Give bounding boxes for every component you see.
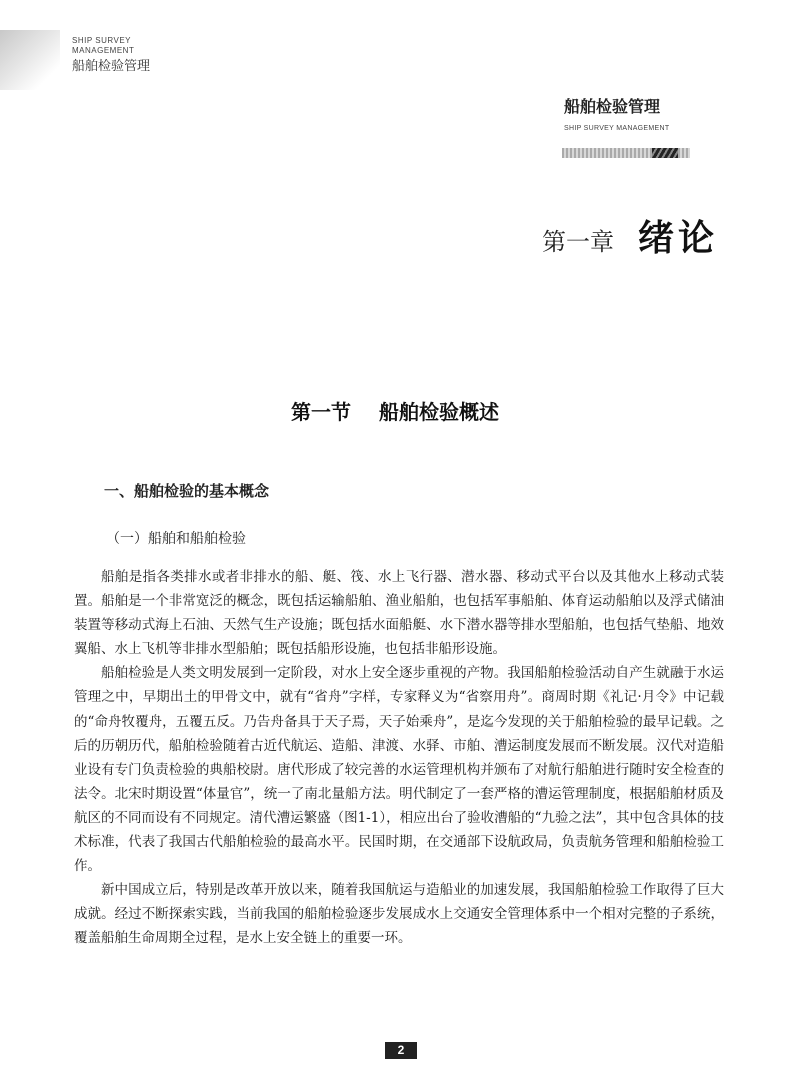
decorative-slant-stripes [652, 148, 678, 158]
body-text [74, 565, 724, 951]
subheading-level2: （一）船舶和船舶检验 [106, 531, 246, 547]
paragraph: 船舶是指各类排水或者非排水的船、艇、筏、水上飞行器、潜水器、移动式平台以及其他水上移动式装置。船舶是一个非常宽泛的概念，既包括运输船舶、渔业船舶，也包括军事船舶、体育运动船舶以及浮式储油装置等移动式海上石油、天然气生产设施；既包括水面船艇、水下潜水器等排水型船舶，也包括气垫船、地效翼船、水上飞机等非排水型船舶；既包括船形设施，也包括非船形设施。 [74, 569, 724, 658]
paragraph: 新中国成立后，特别是改革开放以来，随着我国航运与造船业的加速发展，我国船舶检验工作取得了巨大成就。经过不断探索实践，当前我国的船舶检验逐步发展成水上交通安全管理体系中一个相对完整的子系统，覆盖船舶生命周期全过程，是水上安全链上的重要一环。 [74, 882, 724, 947]
book-title-en: SHIP SURVEY MANAGEMENT [564, 125, 670, 132]
section-heading [0, 396, 790, 425]
book-title-cn: 船舶检验管理 [564, 97, 661, 116]
running-head-en-line2: MANAGEMENT [72, 46, 135, 55]
section-number: 第一节 [291, 400, 351, 424]
chapter-label: 第一章 [541, 228, 614, 256]
chapter-heading [542, 210, 718, 261]
subheading-level1: 一、船舶检验的基本概念 [104, 482, 270, 500]
running-head-cn: 船舶检验管理 [72, 59, 151, 74]
decorative-stripe-bar [562, 148, 690, 158]
chapter-title: 绪论 [637, 217, 718, 259]
page-number: 2 [385, 1042, 417, 1059]
running-head [72, 36, 150, 73]
corner-shade-decoration [0, 30, 60, 90]
running-head-en-line1: SHIP SURVEY [72, 36, 132, 45]
section-title: 船舶检验概述 [379, 400, 499, 424]
paragraph: 船舶检验是人类文明发展到一定阶段，对水上安全逐步重视的产物。我国船舶检验活动自产生就融于水运管理之中，早期出土的甲骨文中，就有“省舟”字样，专家释义为“省察用舟”。商周时期《礼记·月令》中记载的“命舟牧覆舟，五覆五反。乃告舟备具于天子焉，天子始乘舟”，是迄今发现的关于船舶检验的最早记载。之后的历朝历代，船舶检验随着古近代航运、造船、津渡、水驿、市舶、漕运制度发展而不断发展。汉代对造船业设有专门负责检验的典船校尉。唐代形成了较完善的水运管理机构并颁布了对航行船舶进行随时安全检查的法令。北宋时期设置“体量官”，统一了南北量船方法。明代制定了一套严格的漕运管理制度，根据船舶材质及航区的不同而设有不同规定。清代漕运繁盛（图1-1），相应出台了验收漕船的“九验之法”，其中包含具体的技术标准，代表了我国古代船舶检验的最高水平。民国时期，在交通部下设航政局，负责航务管理和船舶检验工作。 [74, 665, 724, 875]
book-title-block [564, 94, 688, 132]
